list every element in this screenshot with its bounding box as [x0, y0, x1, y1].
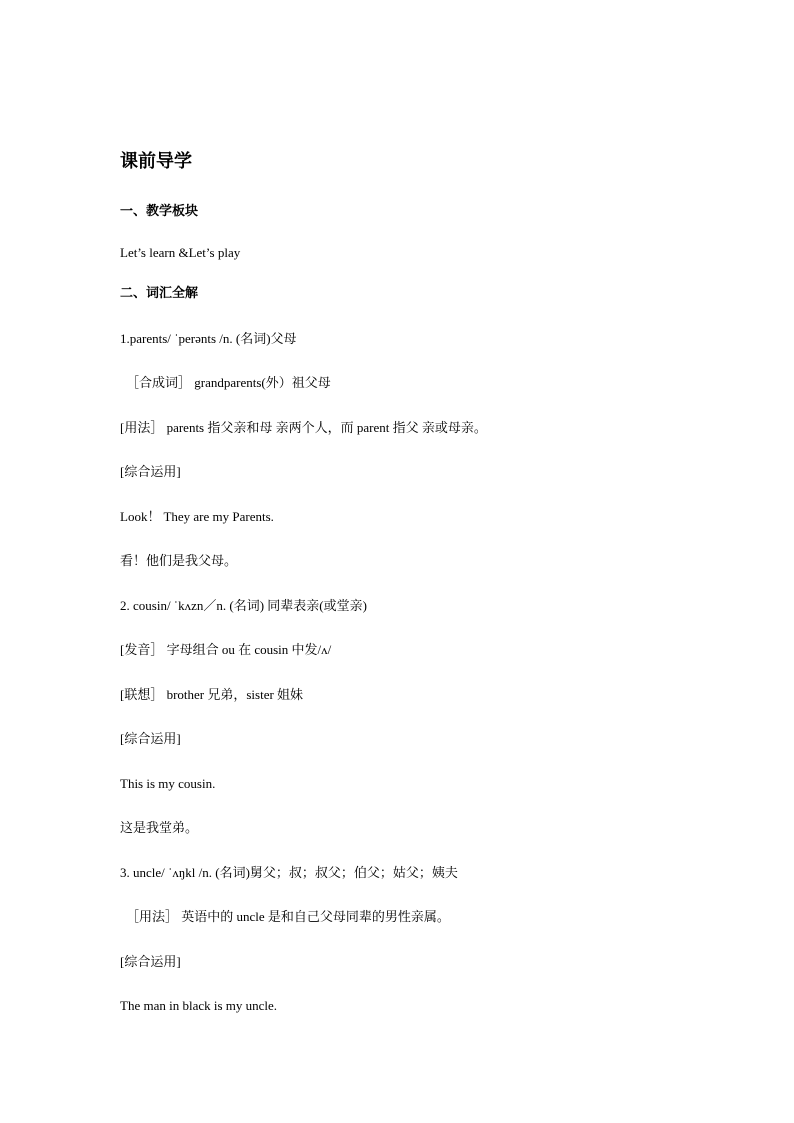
entry-parents-example-en: Look！ They are my Parents. — [120, 509, 274, 524]
entry-parents-compound: ［合成词］ grandparents(外）祖父母 — [126, 375, 331, 390]
page-title: 课前导学 — [120, 151, 192, 172]
section-heading-teaching-module: 一、教学板块 — [120, 204, 199, 219]
entry-parents-example-zh: 看！他们是我父母。 — [120, 553, 238, 568]
entry-cousin-apply-label: [综合运用] — [120, 731, 181, 746]
entry-parents-usage: [用法］ parents 指父亲和母 亲两个人，而 parent 指父 亲或母亲。 — [120, 420, 487, 435]
entry-cousin-example-en: This is my cousin. — [120, 776, 216, 791]
entry-cousin-headword: 2. cousin/ ˈkʌzn／n. (名词) 同辈表亲(或堂亲) — [120, 598, 367, 613]
section-heading-vocabulary: 二、词汇全解 — [120, 286, 199, 301]
entry-parents-apply-label: [综合运用] — [120, 464, 181, 479]
entry-cousin-example-zh: 这是我堂弟。 — [120, 820, 199, 835]
entry-uncle-apply-label: [综合运用] — [120, 954, 181, 969]
teaching-module-text: Let’s learn &Let’s play — [120, 245, 241, 260]
entry-parents-headword: 1.parents/ ˈperənts /n. (名词)父母 — [120, 331, 297, 346]
entry-uncle-headword: 3. uncle/ ˈʌŋkl /n. (名词)舅父；叔；叔父；伯父；姑父；姨夫 — [120, 865, 458, 880]
entry-uncle-example-en: The man in black is my uncle. — [120, 998, 278, 1013]
entry-uncle-usage: ［用法］ 英语中的 uncle 是和自己父母同辈的男性亲属。 — [126, 909, 450, 924]
entry-cousin-pronunciation: [发音］ 字母组合 ou 在 cousin 中发/ʌ/ — [120, 642, 332, 657]
entry-cousin-association: [联想］ brother 兄弟，sister 姐妹 — [120, 687, 304, 702]
